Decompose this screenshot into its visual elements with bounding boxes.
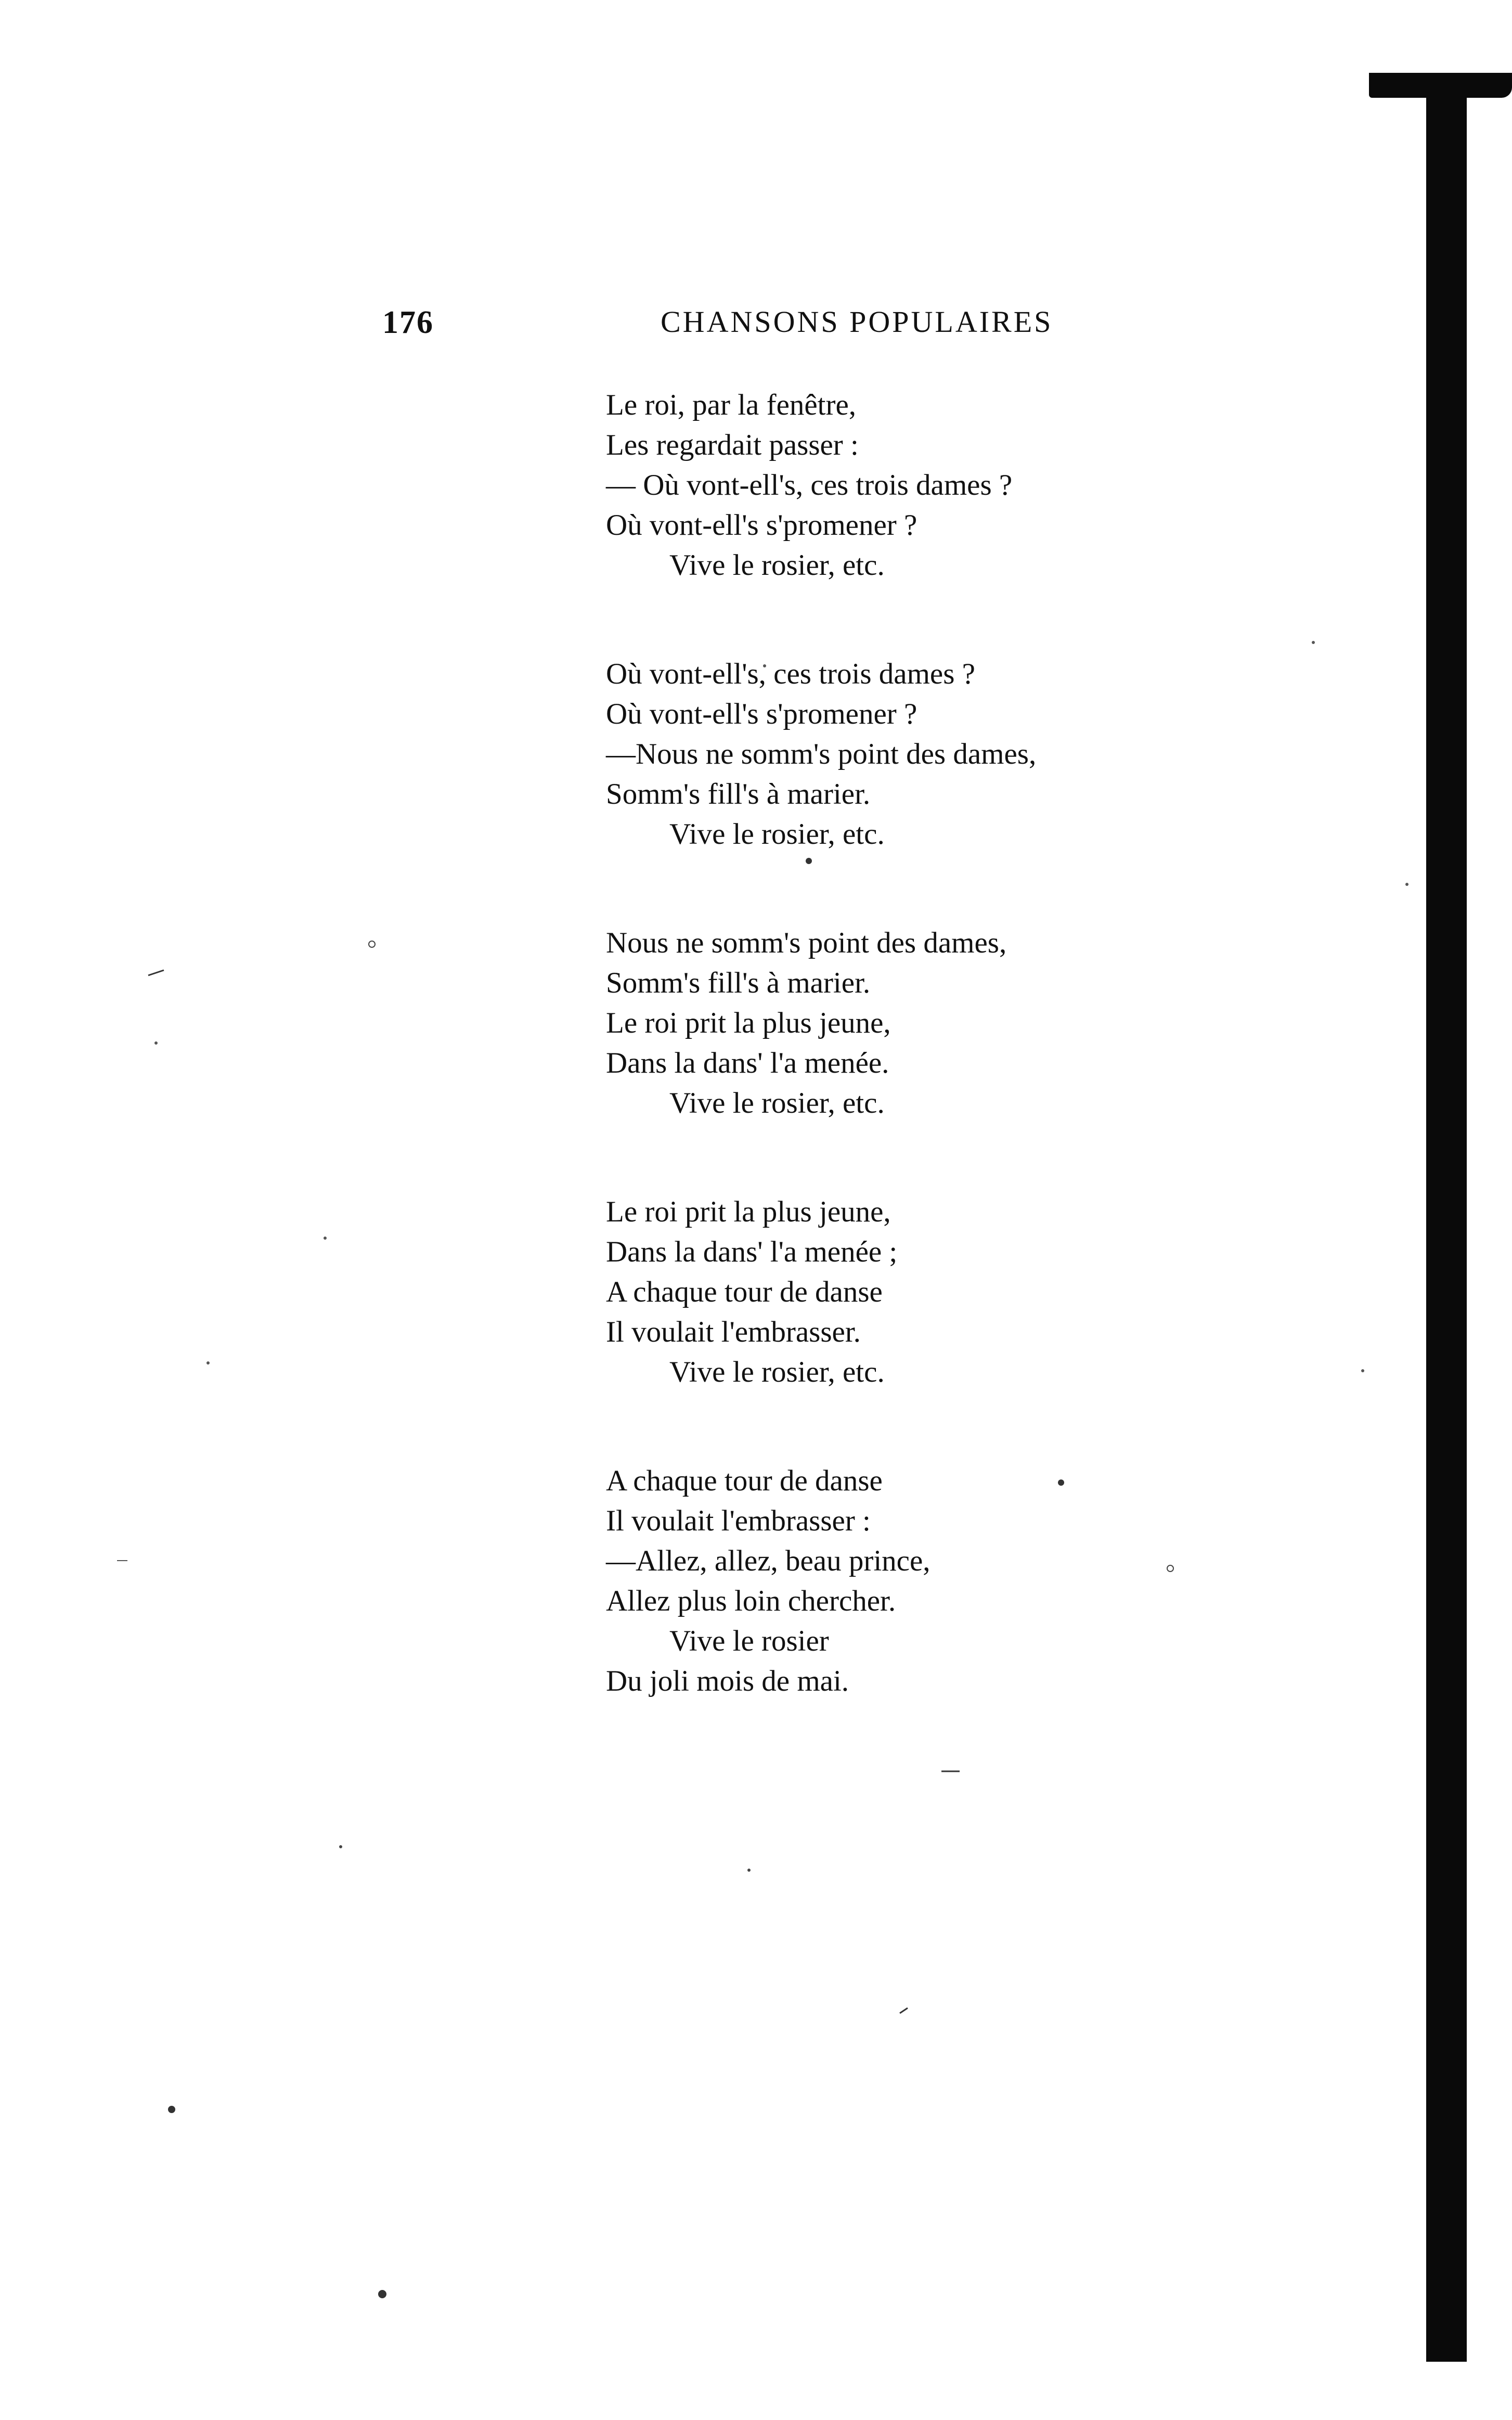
verse-line: — Où vont-ell's, ces trois dames ? — [606, 469, 1013, 501]
verse-line: Il voulait l'embrasser. — [606, 1316, 861, 1348]
verse-line: Allez plus loin chercher. — [606, 1585, 896, 1617]
verse-line: Où vont-ell's s'promener ? — [606, 698, 917, 730]
verse-line: A chaque tour de danse — [606, 1276, 883, 1308]
verse-line: —Nous ne somm's point des dames, — [606, 738, 1037, 770]
page-number: 176 — [382, 305, 434, 340]
stanza — [606, 385, 1178, 585]
refrain-line: Vive le rosier, etc. — [669, 1087, 885, 1119]
refrain-line: Vive le rosier — [669, 1625, 829, 1657]
verse-line: Le roi prit la plus jeune, — [606, 1007, 891, 1039]
stanza — [606, 654, 1178, 854]
gutter-bar — [1426, 88, 1467, 2362]
verse-line: Où vont-ell's, ces trois dames ? — [606, 658, 975, 690]
verse-line: Le roi, par la fenêtre, — [606, 389, 857, 421]
verse-line: Somm's fill's à marier. — [606, 967, 871, 999]
verse-line: Où vont-ell's s'promener ? — [606, 509, 917, 542]
stanza — [606, 1192, 1178, 1392]
stanza — [606, 1461, 1178, 1701]
verse-line: Somm's fill's à marier. — [606, 778, 871, 810]
refrain-line: Vive le rosier, etc. — [669, 1356, 885, 1388]
verse-line: Dans la dans' l'a menée. — [606, 1047, 889, 1079]
book-gutter-shadow — [1369, 73, 1512, 2362]
stanza — [606, 923, 1178, 1123]
verse-line: Les regardait passer : — [606, 429, 859, 461]
running-head — [382, 304, 1110, 346]
refrain-line: Vive le rosier, etc. — [669, 818, 885, 851]
verse-line: A chaque tour de danse — [606, 1464, 883, 1497]
closing-line: Du joli mois de mai. — [606, 1665, 849, 1697]
verse-line: Il voulait l'embrasser : — [606, 1504, 871, 1537]
verse-line: Dans la dans' l'a menée ; — [606, 1235, 898, 1268]
refrain-line: Vive le rosier, etc. — [669, 549, 885, 582]
running-title: CHANSONS POPULAIRES — [661, 305, 1053, 339]
poem — [606, 385, 1178, 1770]
verse-line: Le roi prit la plus jeune, — [606, 1195, 891, 1228]
verse-line: Nous ne somm's point des dames, — [606, 926, 1007, 959]
verse-line: —Allez, allez, beau prince, — [606, 1544, 931, 1577]
